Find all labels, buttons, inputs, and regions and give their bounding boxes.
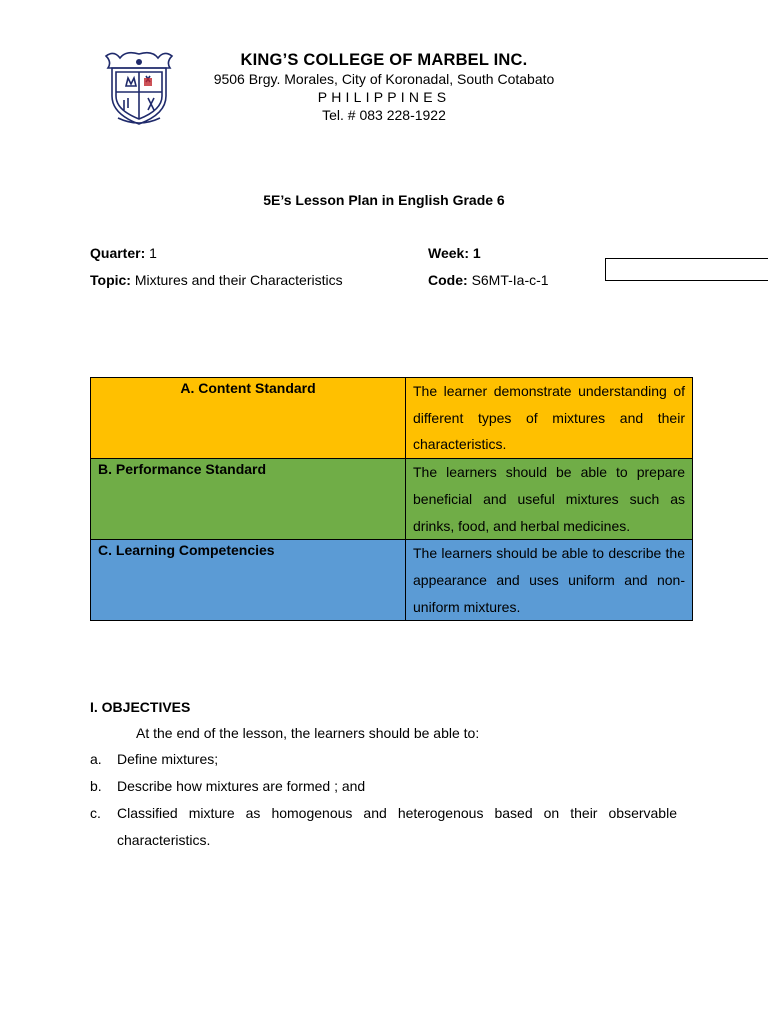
quarter-info bbox=[90, 244, 157, 262]
learning-competencies-text: The learners should be able to describe the appearance and uses uniform and non-uniform mixtures. bbox=[406, 540, 693, 621]
lesson-plan-title: 5E’s Lesson Plan in English Grade 6 bbox=[263, 192, 505, 208]
standards-table bbox=[90, 377, 693, 621]
school-tel: Tel. # 083 228-1922 bbox=[322, 107, 446, 123]
code-value: S6MT-Ia-c-1 bbox=[471, 272, 549, 288]
list-text: Classified mixture as homogenous and heterogenous based on their observable characteristics. bbox=[117, 805, 677, 848]
table-row bbox=[91, 378, 693, 459]
code-label: Code: bbox=[428, 272, 468, 288]
week-label: Week: bbox=[428, 245, 469, 261]
topic-label: Topic: bbox=[90, 272, 131, 288]
topic-info bbox=[90, 271, 343, 289]
week-value: 1 bbox=[472, 245, 481, 261]
list-item bbox=[90, 773, 677, 800]
week-info bbox=[428, 244, 481, 262]
code-info bbox=[428, 271, 549, 289]
performance-standard-text: The learners should be able to prepare beneficial and useful mixtures such as drinks, food, and herbal medicines. bbox=[406, 459, 693, 540]
school-address: 9506 Brgy. Morales, City of Koronadal, South Cotabato bbox=[213, 71, 555, 87]
content-standard-text: The learner demonstrate understanding of different types of mixtures and their characteristics. bbox=[406, 378, 693, 459]
school-seal-icon bbox=[100, 48, 178, 128]
list-letter: c. bbox=[90, 805, 101, 821]
list-item bbox=[90, 800, 677, 854]
list-text: Define mixtures; bbox=[117, 751, 219, 767]
learning-competencies-label: C. Learning Competencies bbox=[91, 540, 406, 621]
objectives-intro: At the end of the lesson, the learners should be able to: bbox=[136, 725, 480, 741]
list-text: Describe how mixtures are formed ; and bbox=[117, 778, 366, 794]
list-letter: a. bbox=[90, 751, 102, 767]
quarter-label: Quarter: bbox=[90, 245, 146, 261]
content-standard-label: A. Content Standard bbox=[91, 378, 406, 459]
quarter-value: 1 bbox=[149, 245, 157, 261]
objectives-heading: I. OBJECTIVES bbox=[90, 699, 191, 715]
school-country: PHILIPPINES bbox=[317, 89, 451, 105]
code-box bbox=[605, 258, 768, 281]
table-row bbox=[91, 459, 693, 540]
topic-value: Mixtures and their Characteristics bbox=[134, 272, 343, 288]
school-header bbox=[170, 50, 598, 124]
table-row bbox=[91, 540, 693, 621]
list-letter: b. bbox=[90, 778, 102, 794]
list-item bbox=[90, 746, 677, 773]
performance-standard-label: B. Performance Standard bbox=[91, 459, 406, 540]
school-name: KING’S COLLEGE OF MARBEL INC. bbox=[240, 51, 528, 69]
